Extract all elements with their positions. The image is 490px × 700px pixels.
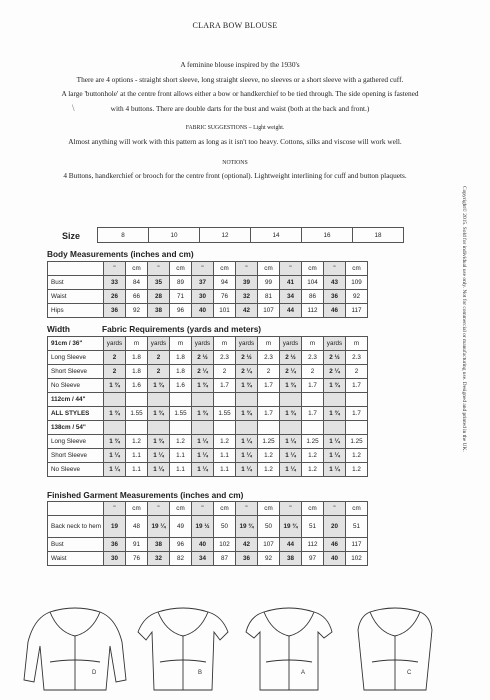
value-cell: 1.8: [126, 351, 148, 365]
blank-cell: [280, 393, 302, 407]
value-cell: 35: [148, 276, 170, 290]
row-label: Waist: [48, 552, 104, 566]
unit-cell: m: [170, 337, 192, 351]
size-table: [97, 227, 404, 243]
row-label: Long Sleeve: [48, 351, 104, 365]
intro-line: A large 'buttonhole' at the centre front allows either a bow or handkerchief to be tied through. The side opening is fastened: [61, 89, 419, 98]
value-cell: 76: [214, 290, 236, 304]
value-cell: 1 ¾: [104, 407, 126, 421]
unit-cell: m: [214, 337, 236, 351]
value-cell: 109: [346, 276, 368, 290]
unit-cell: cm: [126, 502, 148, 516]
value-cell: 2.3: [214, 351, 236, 365]
value-cell: 104: [302, 276, 324, 290]
value-cell: 102: [346, 552, 368, 566]
value-cell: 1.6: [126, 379, 148, 393]
value-cell: 46: [324, 538, 346, 552]
value-cell: 1 ¼: [104, 463, 126, 477]
value-cell: 1 ¼: [280, 463, 302, 477]
body-table: [47, 261, 368, 318]
value-cell: 1 ¾: [104, 435, 126, 449]
intro-line: A feminine blouse inspired by the 1930's: [180, 60, 300, 69]
value-cell: 1.1: [126, 449, 148, 463]
blank-cell: [214, 421, 236, 435]
value-cell: 19 ¼: [148, 516, 170, 538]
value-cell: 37: [192, 276, 214, 290]
blank-cell: [302, 421, 324, 435]
value-cell: 19 ¾: [236, 516, 258, 538]
value-cell: 99: [258, 276, 280, 290]
value-cell: 1.2: [346, 463, 368, 477]
sketch-label: C: [407, 670, 412, 676]
value-cell: 94: [214, 276, 236, 290]
fabric-weight: – Light weight.: [247, 125, 285, 131]
value-cell: 87: [214, 552, 236, 566]
unit-cell: cm: [214, 502, 236, 516]
value-cell: 1 ¼: [148, 449, 170, 463]
size-label: Size: [62, 231, 81, 241]
blank-cell: [126, 393, 148, 407]
blank-cell: [236, 393, 258, 407]
value-cell: 38: [148, 304, 170, 318]
value-cell: 1.1: [170, 449, 192, 463]
value-cell: 1.55: [126, 407, 148, 421]
blank-cell: [236, 421, 258, 435]
value-cell: 1.6: [170, 379, 192, 393]
value-cell: 38: [148, 538, 170, 552]
value-cell: 40: [192, 538, 214, 552]
blank-cell: [148, 393, 170, 407]
size-cell: 8: [98, 228, 149, 243]
value-cell: 1 ¼: [148, 463, 170, 477]
unit-cell: yards: [148, 337, 170, 351]
value-cell: 1.25: [346, 435, 368, 449]
row-label: No Sleeve: [48, 379, 104, 393]
size-cell: 14: [251, 228, 302, 243]
value-cell: 91: [126, 538, 148, 552]
value-cell: 42: [236, 304, 258, 318]
value-cell: 2 ½: [192, 351, 214, 365]
value-cell: 19: [104, 516, 126, 538]
value-cell: 51: [346, 516, 368, 538]
row-label: Hips: [48, 304, 104, 318]
value-cell: 28: [148, 290, 170, 304]
value-cell: 50: [214, 516, 236, 538]
unit-cell: m: [258, 337, 280, 351]
value-cell: 1 ¼: [192, 435, 214, 449]
value-cell: 2 ½: [280, 351, 302, 365]
value-cell: 1 ¾: [236, 407, 258, 421]
unit-cell: ": [104, 502, 126, 516]
unit-cell: m: [346, 337, 368, 351]
intro-line: with 4 buttons. There are double darts for the bust and waist (both at the back and front.): [110, 103, 370, 113]
value-cell: 42: [236, 538, 258, 552]
blank-cell: [258, 393, 280, 407]
value-cell: 1.7: [302, 407, 324, 421]
value-cell: 34: [192, 552, 214, 566]
unit-cell: ": [104, 262, 126, 276]
blank-cell: [192, 421, 214, 435]
value-cell: 2.3: [346, 351, 368, 365]
size-cell: 10: [149, 228, 200, 243]
value-cell: 2 ¼: [236, 365, 258, 379]
value-cell: 92: [258, 552, 280, 566]
value-cell: 1 ¾: [148, 407, 170, 421]
value-cell: 112: [302, 538, 324, 552]
value-cell: 2: [302, 365, 324, 379]
value-cell: 1.8: [170, 351, 192, 365]
intro-line: There are 4 options - straight short sleeve, long straight sleeve, no sleeves or a short sleeve with a gathered cuff.: [76, 74, 404, 84]
unit-cell: cm: [346, 502, 368, 516]
value-cell: 1.7: [346, 407, 368, 421]
unit-cell: cm: [170, 262, 192, 276]
value-cell: 2 ¼: [280, 365, 302, 379]
width-row: [48, 337, 368, 351]
sketch-label: B: [198, 670, 203, 676]
value-cell: 1.55: [170, 407, 192, 421]
unit-cell: ": [280, 502, 302, 516]
value-cell: 40: [192, 304, 214, 318]
value-cell: 1 ¾: [324, 407, 346, 421]
width-cell: 112cm / 44": [48, 393, 104, 407]
blank-cell: [48, 502, 104, 516]
fabric-heading-table: Fabric Requirements (yards and meters): [102, 324, 262, 334]
unit-cell: cm: [170, 502, 192, 516]
unit-cell: cm: [214, 262, 236, 276]
unit-cell: yards: [324, 337, 346, 351]
value-cell: 1.2: [126, 435, 148, 449]
value-cell: 1 ¼: [104, 449, 126, 463]
value-cell: 1.7: [302, 379, 324, 393]
notions-heading: NOTIONS: [222, 160, 248, 166]
unit-cell: cm: [302, 262, 324, 276]
value-cell: 39: [236, 276, 258, 290]
value-cell: 92: [346, 290, 368, 304]
value-cell: 107: [258, 538, 280, 552]
value-cell: 2: [148, 351, 170, 365]
blank-cell: [104, 421, 126, 435]
size-cell: 18: [353, 228, 404, 243]
value-cell: 1.2: [258, 449, 280, 463]
value-cell: 1 ¾: [192, 407, 214, 421]
unit-cell: ": [192, 262, 214, 276]
unit-cell: ": [236, 262, 258, 276]
sketch-label: D: [92, 670, 97, 676]
unit-cell: m: [126, 337, 148, 351]
row-label: ALL STYLES: [48, 407, 104, 421]
value-cell: 32: [236, 290, 258, 304]
value-cell: 1 ¼: [192, 463, 214, 477]
value-cell: 26: [104, 290, 126, 304]
intro-text: [30, 58, 450, 116]
value-cell: 1 ¼: [192, 449, 214, 463]
value-cell: 2.3: [258, 351, 280, 365]
value-cell: 1.25: [258, 435, 280, 449]
value-cell: 1.55: [214, 407, 236, 421]
unit-cell: cm: [346, 262, 368, 276]
value-cell: 19 ¾: [280, 516, 302, 538]
body-heading: Body Measurements (inches and cm): [47, 249, 194, 259]
value-cell: 112: [302, 304, 324, 318]
value-cell: 86: [302, 290, 324, 304]
blank-cell: [346, 393, 368, 407]
table-row: [48, 290, 368, 304]
value-cell: 46: [324, 304, 346, 318]
value-cell: 82: [170, 552, 192, 566]
unit-cell: ": [148, 502, 170, 516]
value-cell: 40: [324, 552, 346, 566]
blank-cell: [302, 393, 324, 407]
unit-cell: cm: [126, 262, 148, 276]
blank-cell: [346, 421, 368, 435]
value-cell: 2 ½: [236, 351, 258, 365]
blank-cell: [170, 393, 192, 407]
sketch-label: A: [301, 670, 306, 676]
value-cell: 1.1: [170, 463, 192, 477]
row-label: Long Sleeve: [48, 435, 104, 449]
garment-sketches: [20, 602, 460, 694]
width-cell: 91cm / 36": [48, 337, 104, 351]
unit-cell: m: [302, 337, 324, 351]
unit-cell: ": [280, 262, 302, 276]
value-cell: 20: [324, 516, 346, 538]
table-row: [48, 276, 368, 290]
value-cell: 38: [280, 552, 302, 566]
unit-cell: ": [236, 502, 258, 516]
unit-cell: cm: [258, 262, 280, 276]
blank-cell: [214, 393, 236, 407]
pen-mark: \: [72, 103, 75, 113]
blank-cell: [104, 393, 126, 407]
value-cell: 84: [126, 276, 148, 290]
value-cell: 96: [170, 538, 192, 552]
value-cell: 1.25: [302, 435, 324, 449]
sketch-b: [138, 608, 228, 690]
unit-cell: yards: [192, 337, 214, 351]
blank-cell: [48, 262, 104, 276]
blank-cell: [280, 421, 302, 435]
unit-cell: yards: [280, 337, 302, 351]
value-cell: 117: [346, 304, 368, 318]
value-cell: 49: [170, 516, 192, 538]
row-label: Short Sleeve: [48, 365, 104, 379]
size-cell: 16: [302, 228, 353, 243]
value-cell: 1.8: [170, 365, 192, 379]
copyright-notice: Copyright© 2015. Sold for individual use only. Not for commercial or manufacturing use. Designed and printed in the UK.: [461, 186, 467, 452]
width-label: Width: [47, 324, 70, 334]
row-label: Short Sleeve: [48, 449, 104, 463]
fabric-heading: FABRIC SUGGESTIONS: [185, 125, 248, 131]
row-label: Back neck to hem: [48, 516, 104, 538]
unit-cell: yards: [236, 337, 258, 351]
unit-cell: ": [324, 262, 346, 276]
value-cell: 1 ¼: [236, 463, 258, 477]
sketch-a: [246, 608, 332, 690]
blank-cell: [324, 393, 346, 407]
value-cell: 1.7: [258, 379, 280, 393]
value-cell: 92: [126, 304, 148, 318]
sketch-c: [358, 608, 432, 690]
value-cell: 89: [170, 276, 192, 290]
table-row: [48, 516, 368, 538]
blank-cell: [258, 421, 280, 435]
blank-cell: [170, 421, 192, 435]
value-cell: 97: [302, 552, 324, 566]
unit-cell: yards: [104, 337, 126, 351]
value-cell: 1 ¼: [236, 449, 258, 463]
value-cell: 41: [280, 276, 302, 290]
blank-cell: [192, 393, 214, 407]
value-cell: 2 ¼: [324, 365, 346, 379]
unit-cell: cm: [302, 502, 324, 516]
value-cell: 2: [214, 365, 236, 379]
value-cell: 1 ¾: [104, 379, 126, 393]
table-row: [48, 552, 368, 566]
value-cell: 36: [236, 552, 258, 566]
value-cell: 1.2: [346, 449, 368, 463]
value-cell: 1.2: [170, 435, 192, 449]
value-cell: 1 ¾: [236, 379, 258, 393]
value-cell: 1.7: [258, 407, 280, 421]
value-cell: 50: [258, 516, 280, 538]
value-cell: 36: [104, 538, 126, 552]
row-label: No Sleeve: [48, 463, 104, 477]
blank-cell: [324, 421, 346, 435]
value-cell: 96: [170, 304, 192, 318]
table-row: [48, 435, 368, 449]
value-cell: 1 ¾: [148, 435, 170, 449]
value-cell: 30: [192, 290, 214, 304]
value-cell: 2: [148, 365, 170, 379]
value-cell: 19 ½: [192, 516, 214, 538]
unit-cell: ": [192, 502, 214, 516]
table-row: [48, 449, 368, 463]
value-cell: 1 ¼: [236, 435, 258, 449]
value-cell: 1 ¾: [324, 379, 346, 393]
value-cell: 1 ¼: [280, 449, 302, 463]
value-cell: 2.3: [302, 351, 324, 365]
value-cell: 1.2: [214, 435, 236, 449]
unit-header-row: [48, 262, 368, 276]
value-cell: 1.2: [302, 463, 324, 477]
row-label: Waist: [48, 290, 104, 304]
value-cell: 1 ¾: [280, 407, 302, 421]
size-cell: 12: [200, 228, 251, 243]
value-cell: 81: [258, 290, 280, 304]
value-cell: 2: [258, 365, 280, 379]
blank-cell: [148, 421, 170, 435]
value-cell: 102: [214, 538, 236, 552]
finished-heading: Finished Garment Measurements (inches and cm): [47, 490, 244, 500]
table-row: [48, 351, 368, 365]
value-cell: 1 ¾: [280, 379, 302, 393]
value-cell: 1.2: [302, 449, 324, 463]
value-cell: 2: [104, 351, 126, 365]
value-cell: 43: [324, 276, 346, 290]
value-cell: 117: [346, 538, 368, 552]
fabric-text: Almost anything will work with this pattern as long as it isn't too heavy. Cottons, silks and viscose will work well.: [68, 137, 402, 146]
width-row: [48, 421, 368, 435]
value-cell: 30: [104, 552, 126, 566]
value-cell: 1.1: [214, 449, 236, 463]
value-cell: 1.1: [126, 463, 148, 477]
value-cell: 48: [126, 516, 148, 538]
row-label: Bust: [48, 538, 104, 552]
value-cell: 1.7: [346, 379, 368, 393]
value-cell: 1.1: [214, 463, 236, 477]
fabric-table: [47, 336, 368, 477]
fabric-suggestions: [0, 125, 470, 131]
notions-text: 4 Buttons, handkerchief or brooch for the centre front (optional). Lightweight interlining for cuff and button plaquets.: [63, 171, 407, 180]
value-cell: 2 ¼: [192, 365, 214, 379]
value-cell: 1 ¼: [280, 435, 302, 449]
value-cell: 51: [302, 516, 324, 538]
value-cell: 1.7: [214, 379, 236, 393]
value-cell: 2: [346, 365, 368, 379]
value-cell: 1 ¼: [324, 449, 346, 463]
unit-header-row: [48, 502, 368, 516]
value-cell: 44: [280, 538, 302, 552]
table-row: [48, 538, 368, 552]
table-row: [48, 463, 368, 477]
table-row: [48, 365, 368, 379]
value-cell: 1 ¼: [324, 435, 346, 449]
value-cell: 71: [170, 290, 192, 304]
value-cell: 33: [104, 276, 126, 290]
page-title: CLARA BOW BLOUSE: [192, 21, 278, 30]
value-cell: 36: [324, 290, 346, 304]
value-cell: 66: [126, 290, 148, 304]
value-cell: 1 ¾: [192, 379, 214, 393]
unit-cell: ": [324, 502, 346, 516]
table-row: [48, 304, 368, 318]
value-cell: 1 ¼: [324, 463, 346, 477]
value-cell: 44: [280, 304, 302, 318]
value-cell: 1.8: [126, 365, 148, 379]
value-cell: 1 ¾: [148, 379, 170, 393]
table-row: [48, 407, 368, 421]
sketch-d: [24, 608, 126, 690]
value-cell: 34: [280, 290, 302, 304]
width-cell: 138cm / 54": [48, 421, 104, 435]
value-cell: 36: [104, 304, 126, 318]
value-cell: 107: [258, 304, 280, 318]
row-label: Bust: [48, 276, 104, 290]
value-cell: 1.2: [258, 463, 280, 477]
unit-cell: cm: [258, 502, 280, 516]
table-row: [48, 379, 368, 393]
value-cell: 76: [126, 552, 148, 566]
blank-cell: [126, 421, 148, 435]
value-cell: 2: [104, 365, 126, 379]
unit-cell: ": [148, 262, 170, 276]
finished-table: [47, 501, 368, 566]
value-cell: 32: [148, 552, 170, 566]
value-cell: 101: [214, 304, 236, 318]
value-cell: 2 ½: [324, 351, 346, 365]
width-row: [48, 393, 368, 407]
